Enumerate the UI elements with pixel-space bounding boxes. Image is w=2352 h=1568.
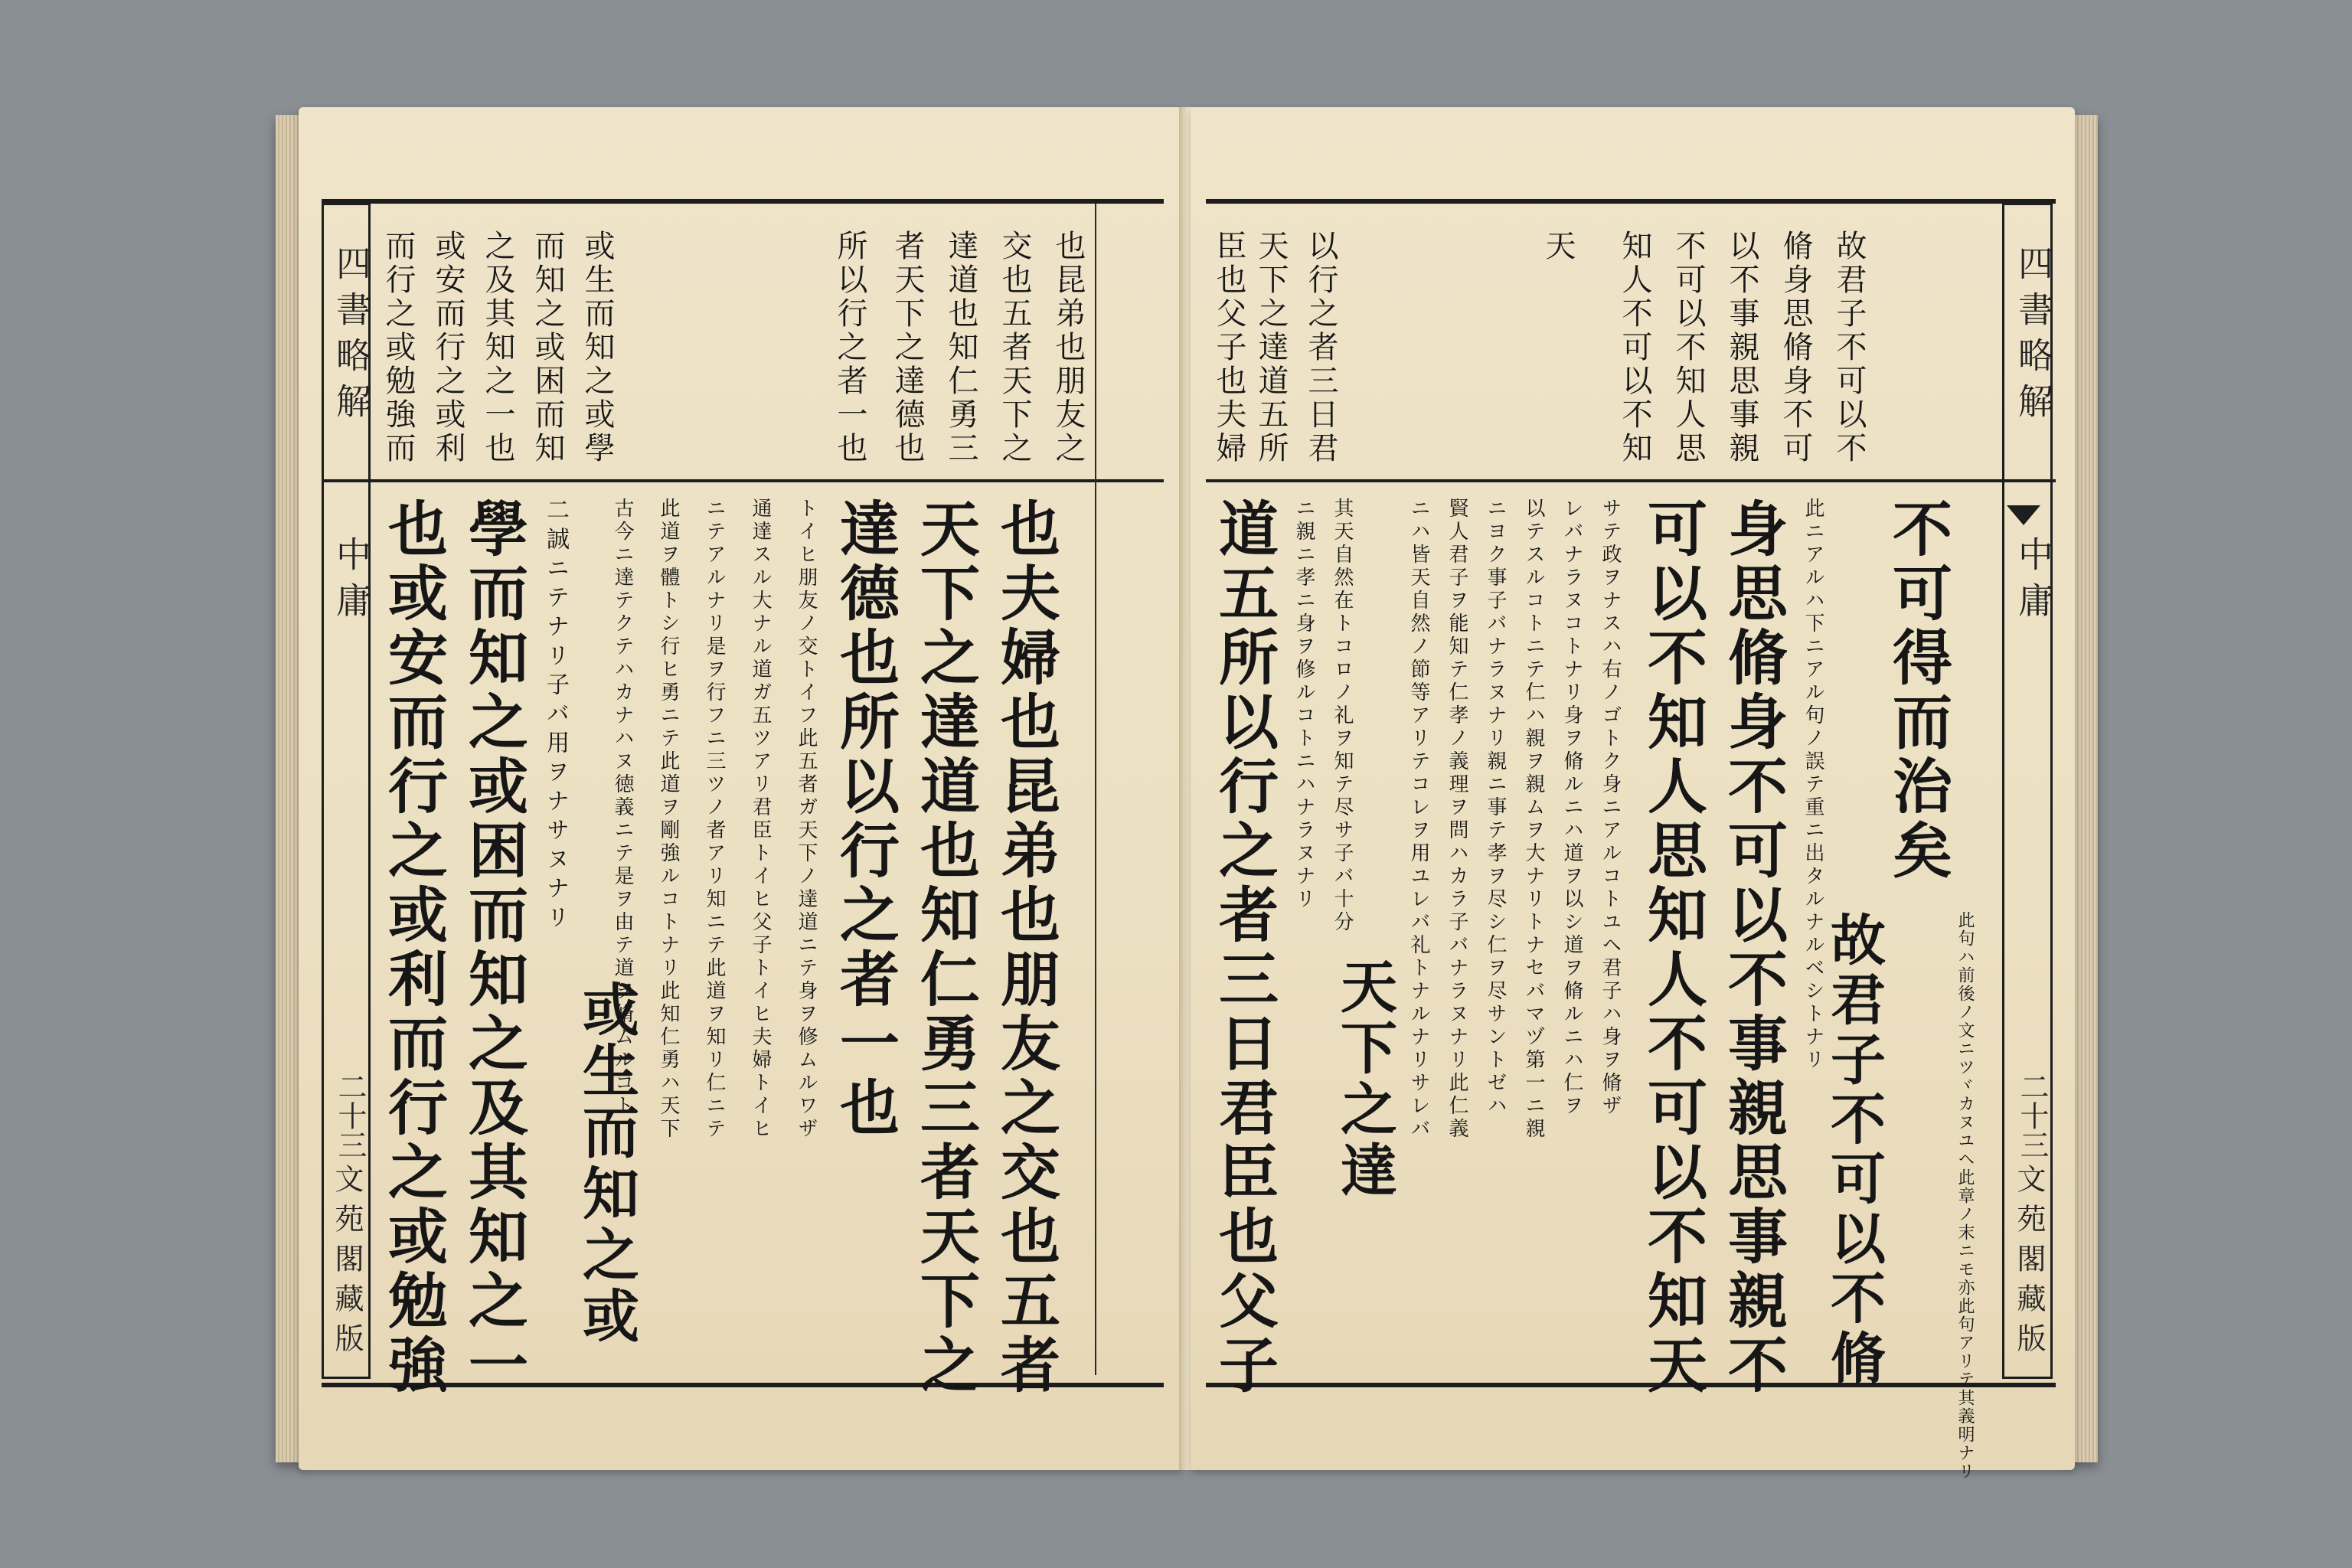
left-upper-col-9: 交也五者天下之 (997, 230, 1032, 466)
right-note-col-10: 此句ハ前後ノ文ニツヾカヌユヘ此章ノ末ニモ亦此句アリテ其義明ナリ (1955, 911, 1975, 1481)
right-main-col-2: 可以不知人思知人不可以不知天 (1638, 498, 1707, 1398)
left-main-col-5: 也夫婦也昆弟也朋友之交也五者 (991, 498, 1060, 1398)
left-main-col-3: 達德也所以行之者一也 (830, 498, 900, 1141)
right-note-col-9: 此ニアルハ下ニアル句ノ誤テ重ニ出タルナルベシトナリ (1802, 498, 1824, 1072)
right-note-col-8: サテ政ヲナスハ右ノゴトク身ニアルコトユヘ君子ハ身ヲ脩ザ (1599, 498, 1622, 1118)
left-col-rule (1095, 204, 1096, 1375)
right-upper-col-7: 以不事親思事親 (1724, 230, 1759, 466)
right-main-col-1b: 天下之達 (1331, 957, 1397, 1202)
open-book (276, 100, 2098, 1481)
left-upper-col-7: 者天下之達德也 (890, 230, 925, 466)
left-note-col-3: 此道ヲ體トシ行ヒ勇ニテ此道ヲ剛強ルコトナリ此知仁勇ハ天下 (657, 498, 680, 1141)
right-upper-col-3: 臣也父子也夫婦 (1211, 230, 1246, 466)
right-upper-col-1: 天下之達道五所 (1253, 230, 1289, 466)
right-note-col-4: 賢人君子ヲ能知テ仁孝ノ義理ヲ問ハカラ子バナラヌナリ此仁義 (1446, 498, 1468, 1141)
right-note-col-5: ニヨク事子バナラヌナリ親ニ事テ孝ヲ尽シ仁ヲ尽サントゼハ (1484, 498, 1507, 1118)
left-upper-col-6: 所以行之者一也 (832, 230, 867, 466)
right-margin-publisher: 文苑閣藏版 (2012, 1164, 2046, 1363)
left-margin-title: 四書略解 (331, 245, 372, 429)
left-margin-leaf: 二十三 (333, 1072, 367, 1159)
right-margin-leaf: 二十三 (2015, 1072, 2049, 1159)
right-margin-notch (2007, 505, 2040, 525)
right-upper-col-8: 脩身思脩身不可 (1778, 230, 1813, 466)
right-note-col-2: 其天自然在トコロノ礼ヲ知テ尽サ子バ十分 (1331, 498, 1354, 934)
right-margin-title: 四書略解 (2013, 245, 2054, 429)
left-upper-col-8: 達道也知仁勇三 (943, 230, 978, 466)
right-upper-col-5: 知人不可以不知 (1617, 230, 1652, 466)
left-margin-volume: 中庸 (331, 536, 372, 628)
left-upper-col-3: 之及其知之一也 (480, 230, 515, 466)
right-upper-col-6: 不可以不知人思 (1671, 230, 1706, 466)
left-upper-col-2: 或安而行之或利 (430, 230, 466, 466)
left-upper-divider (322, 479, 1164, 482)
left-upper-col-1: 而行之或勉強而 (381, 230, 416, 466)
right-main-col-3: 身思脩身不可以不事親思事親不 (1718, 498, 1788, 1398)
right-upper-col-2: 以行之者三日君 (1303, 230, 1338, 466)
right-main-col-4b: 故君子不可以不脩 (1821, 911, 1886, 1389)
right-margin-volume: 中庸 (2013, 536, 2054, 628)
right-upper-col-4: 天 (1540, 230, 1576, 263)
right-main-col-4: 不可得而治矣 (1883, 498, 1952, 884)
left-note-col-4: ニテアルナリ是ヲ行フニ三ツノ者アリ知ニテ此道ヲ知リ仁ニテ (703, 498, 726, 1141)
left-note-col-6: トイヒ朋友ノ交トイフ此五者ガ天下ノ達道ニテ身ヲ修ムルワザ (795, 498, 818, 1141)
left-main-col-1: 也或安而行之或利而行之或勉強 (378, 498, 448, 1398)
left-upper-col-4: 而知之或困而知 (530, 230, 565, 466)
left-note-col-2: 古今ニ達テクテハカナハヌ徳義ニテ是ヲ由テ道ヲ脩ムルコト (611, 498, 634, 1118)
right-note-col-7: レバナラヌコトナリ身ヲ脩ルニハ道ヲ以シ道ヲ脩ルニハ仁ヲ (1560, 498, 1583, 1118)
left-main-col-2: 學而知之或困而知之及其知之一 (459, 498, 528, 1398)
left-margin-publisher: 文苑閣藏版 (330, 1164, 364, 1363)
right-note-col-6: 以テスルコトニテ仁ハ親ヲ親ムヲ大ナリトナセバマヅ第一ニ親 (1522, 498, 1545, 1141)
left-main-col-4: 天下之達道也知仁勇三者天下之 (910, 498, 980, 1398)
right-note-col-1: ニ親ニ孝ニ身ヲ修ルコトニハナラヌナリ (1292, 498, 1315, 911)
left-upper-col-5: 或生而知之或學 (580, 230, 615, 466)
left-main-col-2b: 或生而知之或 (573, 980, 639, 1348)
right-upper-col-9: 故君子不可以不 (1831, 230, 1867, 466)
left-note-col-1: 二誠ニテナリ子バ用ヲナサヌナリ (542, 498, 569, 934)
left-page (299, 107, 1183, 1470)
right-upper-divider (1206, 479, 2056, 482)
left-upper-col-10: 也昆弟也朋友之 (1050, 230, 1086, 466)
right-page (1191, 107, 2075, 1481)
right-note-col-3: ニハ皆天自然ノ節等アリテコレヲ用ユレバ礼トナルナリサレバ (1407, 498, 1430, 1141)
right-main-col-1: 道五所以行之者三日君臣也父子 (1209, 498, 1279, 1398)
left-note-col-5: 通達スル大ナル道ガ五ツアリ君臣トイヒ父子トイヒ夫婦トイヒ (749, 498, 772, 1141)
